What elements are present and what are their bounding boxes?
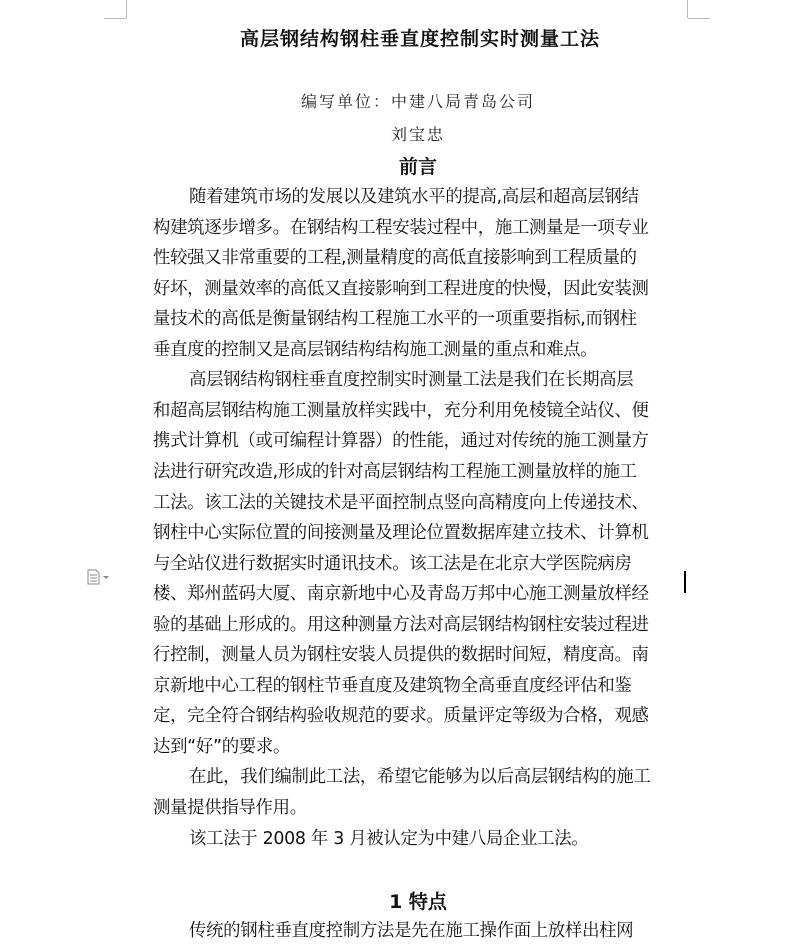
body-text-line[interactable]: 和超高层钢结构施工测量放样实践中，充分利用免棱镜全站仪、便 bbox=[153, 400, 649, 421]
author-unit: 编写单位：中建八局青岛公司 bbox=[300, 92, 535, 111]
body-text-line[interactable]: 验的基础上形成的。用这种测量方法对高层钢结构钢柱安装过程进 bbox=[153, 614, 649, 635]
body-text-line[interactable]: 随着建筑市场的发展以及建筑水平的提高,高层和超高层钢结 bbox=[189, 187, 639, 207]
body-text-line[interactable]: 在此，我们编制此工法，希望它能够为以后高层钢结构的施工 bbox=[189, 767, 651, 788]
body-text-line[interactable]: 楼、郑州蓝码大厦、南京新地中心及青岛万邦中心施工测量放样经 bbox=[153, 584, 649, 605]
body-text-line[interactable]: 行控制，测量人员为钢柱安装人员提供的数据时间短，精度高。南 bbox=[153, 645, 649, 666]
body-text-line[interactable]: 京新地中心工程的钢柱节垂直度及建筑物全高垂直度经评估和鉴 bbox=[153, 675, 632, 696]
crop-mark-top-left-h bbox=[104, 18, 126, 19]
body-text-line[interactable]: 好坏，测量效率的高低又直接影响到工程进度的快慢，因此安装测 bbox=[153, 278, 649, 299]
section-1-first-line[interactable]: 传统的钢柱垂直度控制方法是先在施工操作面上放样出柱网 bbox=[189, 921, 634, 941]
body-text-line[interactable]: 垂直度的控制又是高层钢结构结构施工测量的重点和难点。 bbox=[153, 339, 598, 360]
body-text-line[interactable]: 法进行研究改造,形成的针对高层钢结构工程施工测量放样的施工 bbox=[153, 461, 637, 482]
body-text-line[interactable]: 该工法于 2008 年 3 月被认定为中建八局企业工法。 bbox=[189, 828, 589, 849]
preface-heading: 前言 bbox=[398, 156, 437, 178]
text-cursor bbox=[684, 571, 686, 593]
document-comment-icon[interactable] bbox=[86, 569, 112, 585]
body-text-line[interactable]: 量技术的高低是衡量钢结构工程施工水平的一项重要指标,而钢柱 bbox=[153, 309, 637, 330]
author-name: 刘宝忠 bbox=[390, 125, 445, 144]
body-text-line[interactable]: 达到“好”的要求。 bbox=[153, 736, 291, 757]
section-1-heading: 1 特点 bbox=[389, 891, 447, 913]
body-text-line[interactable]: 性较强又非常重要的工程,测量精度的高低直接影响到工程质量的 bbox=[153, 248, 637, 269]
body-text-line[interactable]: 与全站仪进行数据实时通讯技术。该工法是在北京大学医院病房 bbox=[153, 553, 632, 574]
body-text-line[interactable]: 工法。该工法的关键技术是平面控制点竖向高精度向上传递技术、 bbox=[153, 492, 649, 513]
body-text-line[interactable]: 高层钢结构钢柱垂直度控制实时测量工法是我们在长期高层 bbox=[189, 370, 634, 391]
crop-mark-top-left bbox=[126, 0, 127, 18]
document-title: 高层钢结构钢柱垂直度控制实时测量工法 bbox=[239, 28, 600, 50]
body-text-line[interactable]: 钢柱中心实际位置的间接测量及理论位置数据库建立技术、计算机 bbox=[153, 523, 649, 544]
body-text-line[interactable]: 构建筑逐步增多。在钢结构工程安装过程中，施工测量是一项专业 bbox=[153, 217, 649, 238]
body-text-line[interactable]: 携式计算机（或可编程计算器）的性能，通过对传统的施工测量方 bbox=[153, 431, 649, 452]
body-text-line[interactable]: 定，完全符合钢结构验收规范的要求。质量评定等级为合格，观感 bbox=[153, 706, 649, 727]
body-text-line[interactable]: 测量提供指导作用。 bbox=[153, 798, 307, 818]
crop-mark-top-right bbox=[687, 0, 688, 18]
crop-mark-top-right-h bbox=[688, 18, 710, 19]
